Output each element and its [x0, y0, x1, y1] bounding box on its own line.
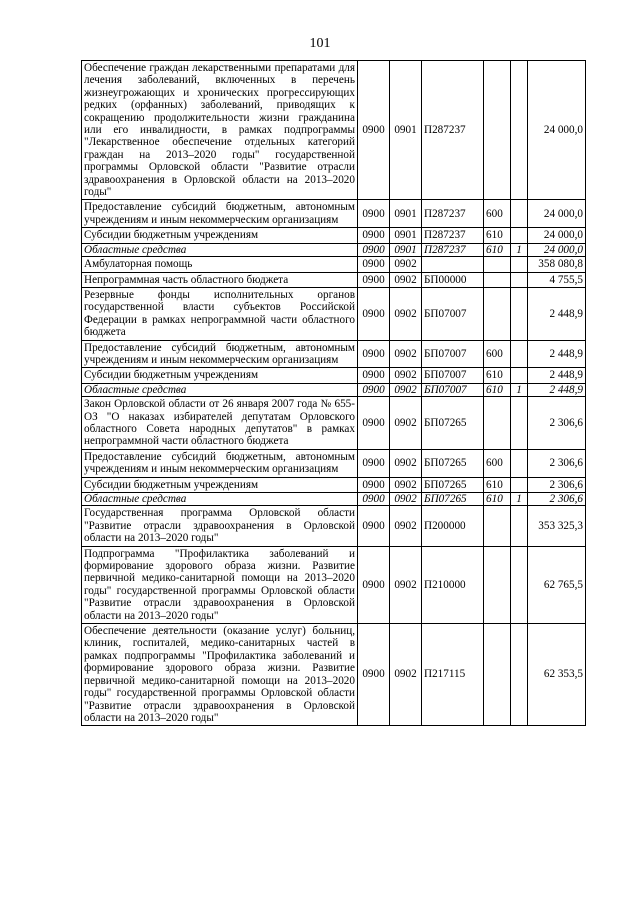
- cell-sum: 2 448,9: [528, 287, 586, 340]
- cell-cs: БП07007: [422, 287, 484, 340]
- cell-ist: [511, 624, 528, 726]
- cell-razd: 0902: [390, 272, 422, 287]
- table-row: [82, 368, 586, 383]
- cell-name: Субсидии бюджетным учреждениям: [82, 368, 358, 383]
- cell-cs: БП07265: [422, 477, 484, 492]
- table-row: [82, 243, 586, 256]
- table-row: [82, 506, 586, 546]
- cell-ist: [511, 477, 528, 492]
- cell-gr: 0900: [358, 200, 390, 228]
- cell-cs: БП07007: [422, 383, 484, 396]
- cell-cs: П200000: [422, 506, 484, 546]
- cell-razd: 0902: [390, 368, 422, 383]
- cell-sum: 2 306,6: [528, 397, 586, 450]
- cell-vr: 610: [484, 493, 511, 506]
- cell-name: Предоставление субсидий бюджетным, автономным учреждениям и иным некоммерческим организациям: [82, 200, 358, 228]
- cell-vr: 600: [484, 449, 511, 477]
- cell-vr: 610: [484, 228, 511, 243]
- cell-name: Обеспечение граждан лекарственными препаратами для лечения заболеваний, включенных в перечень жизнеугрожающих и хронических прогрессирующих редких (орфанных) заболеваний, приводящих к сокращению продолжительности жизни гражданина или его инвалидности, в рамках подпрограммы "Лекарственное обеспечение отдельных категорий граждан на 2013–2020 годы" государственной программы Орловской области "Развитие отрасли здравоохранения в Орловской области на 2013–2020 годы": [82, 61, 358, 200]
- cell-razd: 0902: [390, 287, 422, 340]
- cell-gr: 0900: [358, 624, 390, 726]
- table-row: [82, 383, 586, 396]
- cell-name: Закон Орловской области от 26 января 2007 года № 655-ОЗ "О наказах избирателей депутатам Орловского областного Совета народных депутатов" в рамках непрограммной части областного бюджета: [82, 397, 358, 450]
- cell-cs: П287237: [422, 61, 484, 200]
- cell-vr: [484, 546, 511, 623]
- cell-cs: БП07265: [422, 449, 484, 477]
- cell-ist: [511, 506, 528, 546]
- cell-razd: 0901: [390, 61, 422, 200]
- cell-ist: [511, 397, 528, 450]
- cell-gr: 0900: [358, 368, 390, 383]
- cell-sum: 24 000,0: [528, 228, 586, 243]
- cell-sum: 2 448,9: [528, 383, 586, 396]
- budget-table: [81, 60, 586, 726]
- cell-gr: 0900: [358, 340, 390, 368]
- cell-sum: 4 755,5: [528, 272, 586, 287]
- cell-name: Субсидии бюджетным учреждениям: [82, 477, 358, 492]
- cell-vr: 610: [484, 477, 511, 492]
- cell-ist: 1: [511, 243, 528, 256]
- cell-razd: 0902: [390, 546, 422, 623]
- cell-ist: [511, 257, 528, 272]
- cell-vr: 610: [484, 243, 511, 256]
- cell-razd: 0902: [390, 624, 422, 726]
- table-row: [82, 272, 586, 287]
- cell-name: Государственная программа Орловской области "Развитие отрасли здравоохранения в Орловской области на 2013–2020 годы": [82, 506, 358, 546]
- cell-cs: П287237: [422, 228, 484, 243]
- cell-vr: [484, 287, 511, 340]
- cell-razd: 0901: [390, 228, 422, 243]
- table-row: [82, 228, 586, 243]
- cell-vr: 610: [484, 383, 511, 396]
- cell-sum: 24 000,0: [528, 61, 586, 200]
- cell-sum: 62 353,5: [528, 624, 586, 726]
- table-row: [82, 624, 586, 726]
- page-number: 101: [309, 36, 331, 51]
- cell-gr: 0900: [358, 546, 390, 623]
- cell-name: Областные средства: [82, 243, 358, 256]
- cell-cs: П287237: [422, 243, 484, 256]
- cell-gr: 0900: [358, 257, 390, 272]
- cell-cs: П287237: [422, 200, 484, 228]
- cell-gr: 0900: [358, 272, 390, 287]
- cell-ist: [511, 287, 528, 340]
- cell-vr: 600: [484, 340, 511, 368]
- cell-sum: 2 448,9: [528, 368, 586, 383]
- cell-name: Подпрограмма "Профилактика заболеваний и формирование здорового образа жизни. Развитие первичной медико-санитарной помощи на 2013–2020 годы" государственной программы Орловской области "Развитие отрасли здравоохранения в Орловской области на 2013–2020 годы": [82, 546, 358, 623]
- cell-vr: [484, 506, 511, 546]
- cell-cs: БП07265: [422, 397, 484, 450]
- cell-ist: 1: [511, 493, 528, 506]
- cell-vr: 600: [484, 200, 511, 228]
- cell-vr: [484, 257, 511, 272]
- cell-razd: 0902: [390, 383, 422, 396]
- cell-ist: [511, 340, 528, 368]
- cell-vr: [484, 397, 511, 450]
- cell-ist: [511, 449, 528, 477]
- cell-sum: 62 765,5: [528, 546, 586, 623]
- cell-gr: 0900: [358, 397, 390, 450]
- table-row: [82, 200, 586, 228]
- cell-cs: П210000: [422, 546, 484, 623]
- cell-gr: 0900: [358, 61, 390, 200]
- cell-cs: БП07007: [422, 340, 484, 368]
- cell-ist: [511, 200, 528, 228]
- cell-ist: 1: [511, 383, 528, 396]
- table-row: [82, 449, 586, 477]
- cell-name: Обеспечение деятельности (оказание услуг) больниц, клиник, госпиталей, медико-санитарных частей в рамках подпрограммы "Профилактика заболеваний и формирование здорового образа жизни. Развитие первичной медико-санитарной помощи на 2013–2020 годы" государственной программы Орловской области "Развитие отрасли здравоохранения в Орловской области на 2013–2020 годы": [82, 624, 358, 726]
- cell-razd: 0902: [390, 493, 422, 506]
- cell-gr: 0900: [358, 383, 390, 396]
- cell-cs: П217115: [422, 624, 484, 726]
- cell-sum: 24 000,0: [528, 243, 586, 256]
- cell-gr: 0900: [358, 287, 390, 340]
- cell-vr: [484, 61, 511, 200]
- cell-name: Предоставление субсидий бюджетным, автономным учреждениям и иным некоммерческим организациям: [82, 340, 358, 368]
- table-row: [82, 546, 586, 623]
- cell-name: Субсидии бюджетным учреждениям: [82, 228, 358, 243]
- cell-razd: 0902: [390, 397, 422, 450]
- cell-cs: БП00000: [422, 272, 484, 287]
- cell-ist: [511, 272, 528, 287]
- cell-sum: 353 325,3: [528, 506, 586, 546]
- cell-ist: [511, 228, 528, 243]
- cell-cs: БП07007: [422, 368, 484, 383]
- cell-ist: [511, 61, 528, 200]
- cell-gr: 0900: [358, 449, 390, 477]
- cell-sum: 2 306,6: [528, 449, 586, 477]
- table-row: [82, 287, 586, 340]
- cell-sum: 358 080,8: [528, 257, 586, 272]
- table-row: [82, 340, 586, 368]
- cell-razd: 0901: [390, 200, 422, 228]
- cell-sum: 2 306,6: [528, 493, 586, 506]
- table-row: [82, 477, 586, 492]
- cell-cs: БП07265: [422, 493, 484, 506]
- cell-razd: 0901: [390, 243, 422, 256]
- budget-table-body: [82, 61, 586, 726]
- cell-ist: [511, 368, 528, 383]
- cell-razd: 0902: [390, 257, 422, 272]
- cell-name: Амбулаторная помощь: [82, 257, 358, 272]
- cell-name: Непрограммная часть областного бюджета: [82, 272, 358, 287]
- cell-name: Областные средства: [82, 383, 358, 396]
- cell-name: Предоставление субсидий бюджетным, автономным учреждениям и иным некоммерческим организациям: [82, 449, 358, 477]
- cell-name: Областные средства: [82, 493, 358, 506]
- cell-gr: 0900: [358, 477, 390, 492]
- table-row: [82, 397, 586, 450]
- cell-gr: 0900: [358, 506, 390, 546]
- cell-razd: 0902: [390, 477, 422, 492]
- cell-cs: [422, 257, 484, 272]
- cell-sum: 2 306,6: [528, 477, 586, 492]
- cell-razd: 0902: [390, 506, 422, 546]
- cell-gr: 0900: [358, 493, 390, 506]
- cell-vr: [484, 624, 511, 726]
- cell-gr: 0900: [358, 228, 390, 243]
- cell-ist: [511, 546, 528, 623]
- cell-gr: 0900: [358, 243, 390, 256]
- table-row: [82, 257, 586, 272]
- table-row: [82, 493, 586, 506]
- cell-sum: 24 000,0: [528, 200, 586, 228]
- cell-razd: 0902: [390, 449, 422, 477]
- cell-sum: 2 448,9: [528, 340, 586, 368]
- cell-vr: [484, 272, 511, 287]
- cell-name: Резервные фонды исполнительных органов государственной власти субъектов Российской Федерации в рамках непрограммной части областного бюджета: [82, 287, 358, 340]
- table-row: [82, 61, 586, 200]
- cell-razd: 0902: [390, 340, 422, 368]
- cell-vr: 610: [484, 368, 511, 383]
